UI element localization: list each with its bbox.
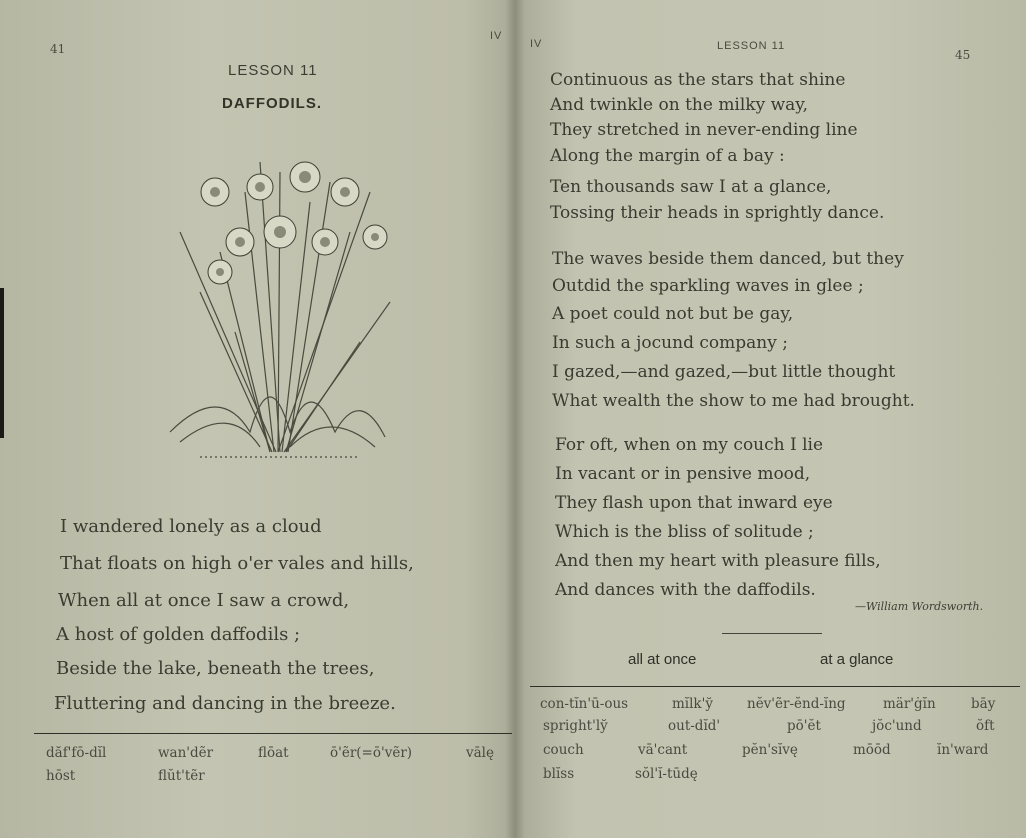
vocab-word: hōst: [46, 768, 76, 784]
author-credit: —William Wordsworth.: [855, 600, 984, 613]
phrase: at a glance: [820, 651, 894, 668]
poem-line: They flash upon that inward eye: [555, 493, 833, 513]
vocab-word: mōōd: [853, 742, 891, 758]
poem-line: Along the margin of a bay :: [550, 146, 785, 166]
poem-line: Tossing their heads in sprightly dance.: [550, 203, 885, 223]
poem-line: And then my heart with pleasure fills,: [555, 551, 881, 571]
vocab-word: dăf'fō-dĭl: [46, 745, 107, 761]
poem-line: What wealth the show to me had brought.: [552, 391, 915, 411]
vocab-word: ō'ẽr(=ō'vẽr): [330, 745, 413, 761]
page-number: 41: [50, 42, 66, 56]
poem-line: Beside the lake, beneath the trees,: [56, 658, 375, 679]
vocab-divider: [34, 733, 512, 734]
lesson-heading: LESSON 11: [228, 62, 318, 79]
right-page: [515, 0, 1026, 838]
vocab-word: couch: [543, 742, 584, 758]
poem-line: In vacant or in pensive mood,: [555, 464, 811, 484]
vocab-word: ŏft: [976, 718, 995, 734]
vocab-word: vālę: [466, 745, 494, 761]
running-head: LESSON 11: [717, 40, 786, 52]
vocab-word: out-dĭd': [668, 718, 721, 734]
vocab-word: ĭn'ward: [937, 742, 989, 758]
vocab-word: flŭt'tẽr: [158, 768, 205, 784]
lesson-title: DAFFODILS.: [222, 95, 322, 112]
vocab-divider: [530, 686, 1020, 687]
phrase: all at once: [628, 651, 697, 668]
poem-line: Ten thousands saw I at a glance,: [550, 177, 832, 197]
poem-line: In such a jocund company ;: [552, 333, 788, 353]
vocab-word: jŏc'und: [872, 718, 922, 734]
poem-line: I wandered lonely as a cloud: [60, 516, 322, 537]
poem-line: A host of golden daffodils ;: [56, 624, 301, 645]
poem-line: Outdid the sparkling waves in glee ;: [552, 276, 864, 296]
poem-line: And twinkle on the milky way,: [550, 95, 809, 115]
poem-line: That floats on high o'er vales and hills,: [60, 553, 414, 574]
vocab-word: con-tĭn'ū-ous: [540, 696, 629, 712]
vocab-word: vā'cant: [638, 742, 688, 758]
poem-line: They stretched in never-ending line: [550, 120, 858, 140]
short-divider: [722, 633, 822, 634]
poem-line: When all at once I saw a crowd,: [58, 590, 350, 611]
poem-line: The waves beside them danced, but they: [552, 249, 904, 269]
vocab-word: spright'ly̆: [543, 718, 608, 734]
vocab-word: mĭlk'y̆: [672, 696, 713, 712]
poem-line: Continuous as the stars that shine: [550, 70, 846, 90]
book-edge-tab: [0, 288, 4, 438]
corner-mark: IV: [530, 38, 543, 50]
page-number: 45: [955, 48, 971, 62]
vocab-word: wan'dẽr: [158, 745, 214, 761]
daffodil-illustration-icon: [160, 132, 400, 477]
poem-line: Which is the bliss of solitude ;: [555, 522, 814, 542]
vocab-word: nĕv'ẽr-ĕnd-ĭng: [747, 696, 846, 712]
vocab-word: mär'ġĭn: [883, 696, 936, 712]
poem-line: For oft, when on my couch I lie: [555, 435, 824, 455]
vocab-word: bāy: [971, 696, 996, 712]
vocab-word: pō'ĕt: [787, 718, 821, 734]
poem-line: And dances with the daffodils.: [555, 580, 816, 600]
vocab-word: pĕn'sĭvę: [742, 742, 798, 758]
book-spine-gutter: [505, 0, 525, 838]
vocab-word: blĭss: [543, 766, 575, 782]
poem-line: Fluttering and dancing in the breeze.: [54, 693, 396, 714]
corner-mark: IV: [490, 30, 503, 42]
poem-line: A poet could not but be gay,: [552, 304, 794, 324]
poem-line: I gazed,—and gazed,—but little thought: [552, 362, 896, 382]
vocab-word: flōat: [258, 745, 289, 761]
vocab-word: sŏl'ĭ-tūdę: [635, 766, 698, 782]
